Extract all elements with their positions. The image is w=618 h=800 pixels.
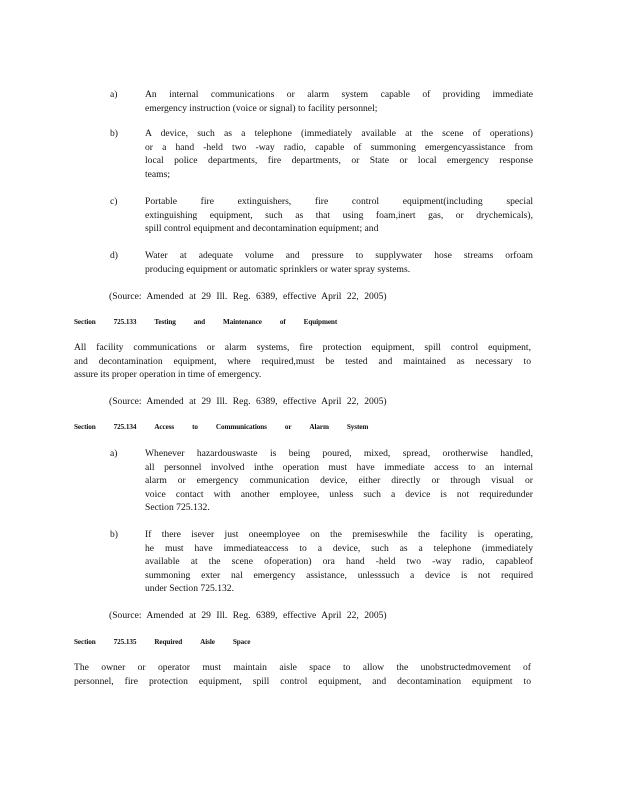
- item-text: Whenever hazardouswaste is being poured, mixed, spread, orotherwise handled, all personnel involved inthe operation must have immediate access to an internal alarm or emergency communication device, either directly or through visual or voice contact with another employee, unless such a device is not requiredunder Section 725.132.: [145, 448, 533, 514]
- item-label: b): [110, 529, 118, 540]
- section-paragraph: The owner or operator must maintain aisle space to allow the unobstructedmovement of personnel, fire protection equipment, spill control equipment, and decontamination equipment to: [74, 662, 531, 687]
- source-note: (Source: Amended at 29 Ill. Reg. 6389, effective April 22, 2005): [109, 610, 387, 621]
- section-heading-725-133: Section 725.133 Testing and Maintenance of Equipment: [74, 318, 338, 326]
- source-note: (Source: Amended at 29 Ill. Reg. 6389, effective April 22, 2005): [109, 291, 387, 302]
- item-text: An internal communications or alarm system capable of providing immediate emergency instruction (voice or signal) to facility personnel;: [145, 89, 533, 114]
- section-paragraph: All facility communications or alarm systems, fire protection equipment, spill control equipment, and decontamination equipment, where required,must be tested and maintained as necessary to assure its proper operation in time of emergency.: [74, 342, 531, 381]
- section-heading-725-134: Section 725.134 Access to Communications or Alarm System: [74, 423, 369, 431]
- source-note: (Source: Amended at 29 Ill. Reg. 6389, effective April 22, 2005): [109, 396, 387, 407]
- item-label: c): [110, 196, 118, 207]
- item-label: d): [110, 250, 118, 261]
- section-heading-725-135: Section 725.135 Required Aisle Space: [74, 638, 251, 646]
- item-text: A device, such as a telephone (immediately available at the scene of operations) or a hand -held two -way radio, capable of summoning emergencyassistance from local police departments, fire departments, or State or local emergency response teams;: [145, 128, 533, 180]
- item-label: b): [110, 128, 118, 139]
- item-label: a): [110, 448, 118, 459]
- item-text: Water at adequate volume and pressure to supplywater hose streams orfoam producing equipment or automatic sprinklers or water spray systems.: [145, 250, 533, 275]
- item-label: a): [110, 89, 118, 100]
- item-text: Portable fire extinguishers, fire control equipment(including special extinguishing equipment, such as that using foam,inert gas, or drychemicals), spill control equipment and decontamination equipment; and: [145, 196, 533, 235]
- item-text: If there isever just oneemployee on the premiseswhile the facility is operating, he must have immediateaccess to a device, such as a telephone (immediately available at the scene ofoperation) ora hand -held two -way radio, capableof summoning exter nal emergency assistance, unlesssuch a device is not required under Section 725.132.: [145, 529, 533, 595]
